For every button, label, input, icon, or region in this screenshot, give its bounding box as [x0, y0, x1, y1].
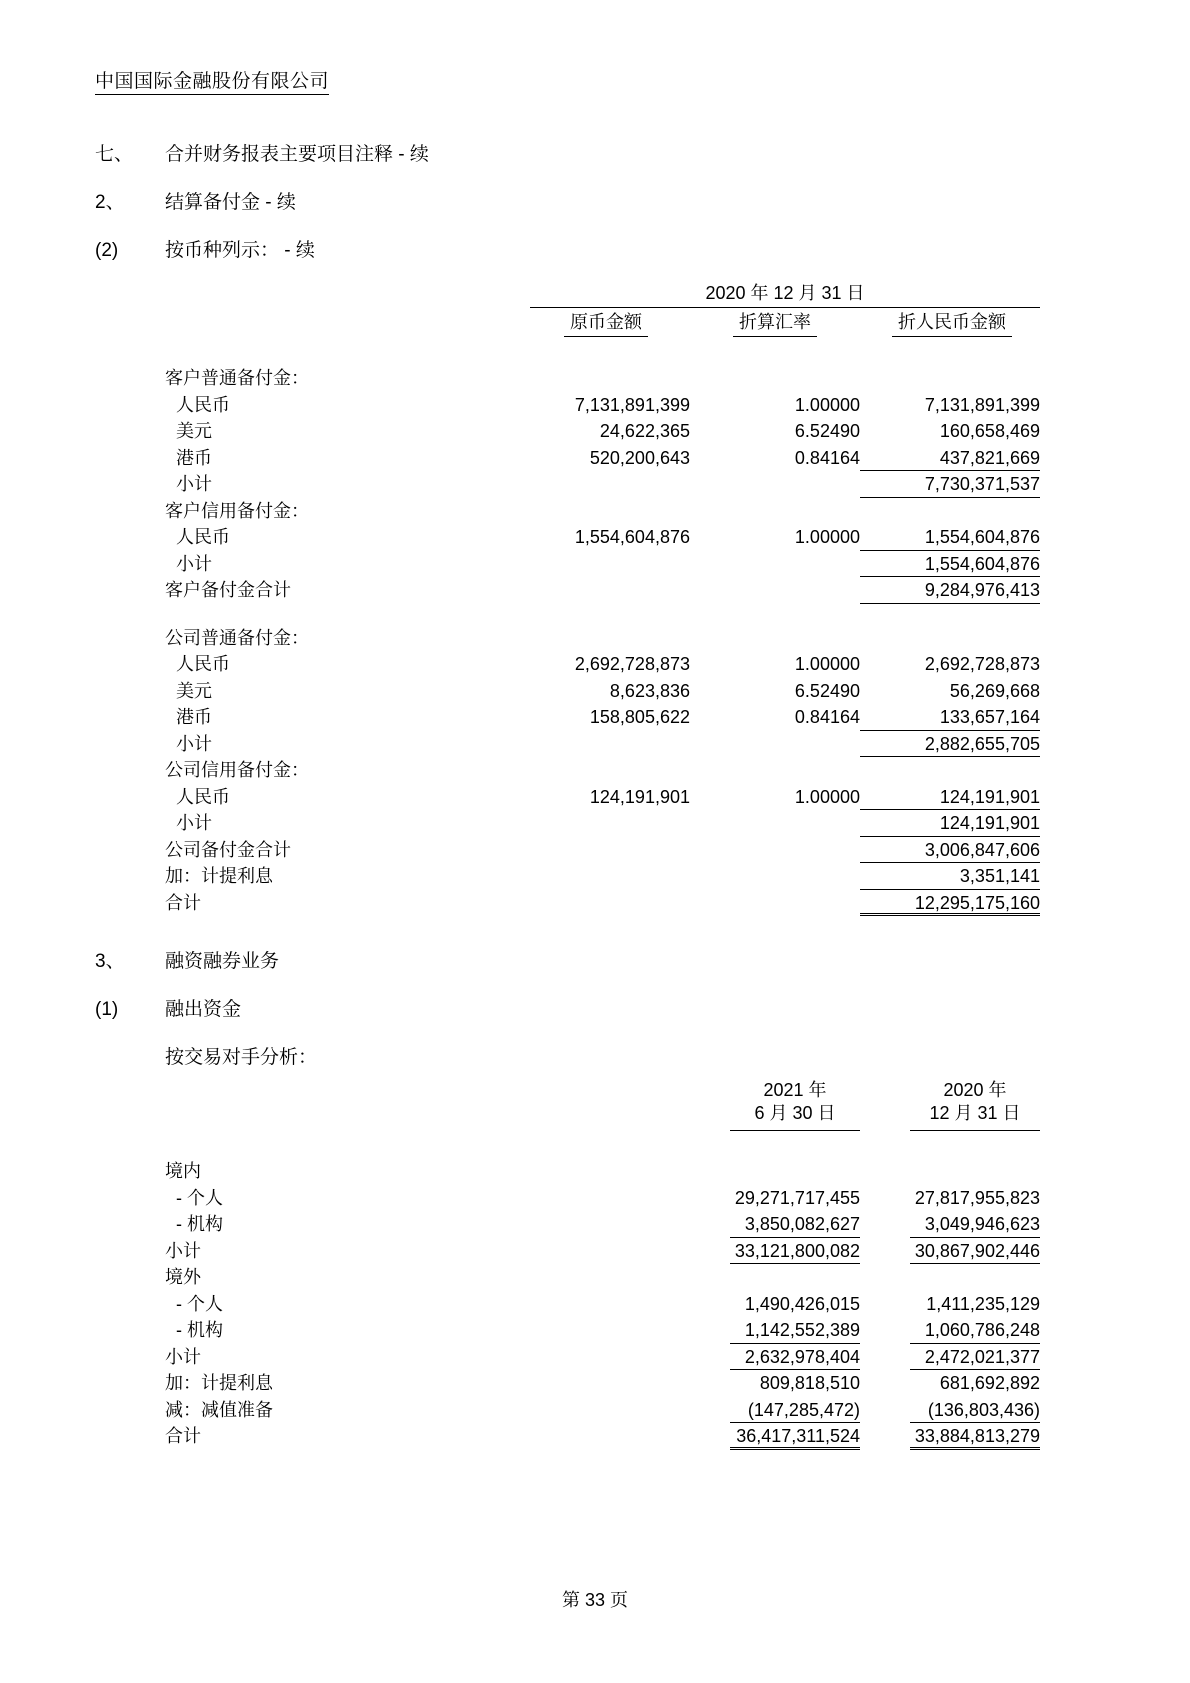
gap-cell	[860, 1185, 910, 1212]
row-label: 人民币	[176, 394, 230, 415]
orig-amount-cell	[495, 863, 690, 890]
orig-amount-cell: 2,692,728,873	[574, 654, 690, 674]
date-header-year: 2020 年	[943, 1080, 1007, 1100]
table-row	[165, 1211, 1040, 1238]
gap-cell	[860, 1158, 910, 1185]
cny-amount-cell	[860, 498, 1040, 525]
gap-cell	[860, 1317, 910, 1344]
margin-loan-table	[165, 1079, 1040, 1450]
value-2020-cell: 1,411,235,129	[926, 1293, 1040, 1314]
orig-amount-cell: 7,131,891,399	[574, 394, 690, 415]
orig-amount-header: 原币金额	[564, 310, 648, 337]
cny-amount-cell: 9,284,976,413	[860, 577, 1040, 604]
exchange-rate-cell	[690, 757, 860, 784]
empty-cell	[165, 279, 495, 309]
row-label: 港币	[176, 707, 212, 727]
empty-cell	[860, 1079, 910, 1131]
gap-cell	[625, 1185, 730, 1212]
cny-amount-cell	[860, 365, 1040, 392]
cny-amount-cell: 1,554,604,876	[860, 524, 1040, 551]
row-label: 客户普通备付金：	[165, 368, 309, 388]
orig-amount-cell	[495, 365, 690, 392]
exchange-rate-cell: 1.00000	[794, 654, 860, 674]
cny-amount-cell	[860, 625, 1040, 652]
table-row	[165, 577, 1040, 604]
gap-cell	[860, 1344, 910, 1371]
date-header: 2020 年 12 月 31 日	[530, 279, 1040, 308]
empty-cell	[165, 309, 495, 341]
exchange-rate-cell: 1.00000	[794, 527, 860, 547]
exchange-rate-cell	[690, 551, 860, 578]
value-2020-cell: 2,472,021,377	[910, 1344, 1040, 1371]
table-row	[165, 1264, 1040, 1291]
table-date-header-row	[165, 279, 1040, 309]
value-2021-cell: 1,142,552,389	[730, 1317, 860, 1344]
section-number: (2)	[95, 240, 119, 261]
orig-amount-cell	[495, 551, 690, 578]
cny-amount-cell: 133,657,164	[860, 704, 1040, 731]
date-header-2021	[730, 1079, 860, 1131]
value-2020-cell	[910, 1264, 1040, 1291]
table-row	[165, 1344, 1040, 1371]
exchange-rate-cell: 1.00000	[794, 394, 860, 415]
cny-amount-cell: 56,269,668	[949, 680, 1040, 701]
note-text: 按交易对手分析：	[165, 1047, 318, 1068]
table-row	[165, 784, 1040, 811]
cny-amount-cell	[860, 757, 1040, 784]
table-body	[165, 365, 1040, 916]
row-label: 人民币	[176, 654, 230, 674]
date-header-cell	[495, 279, 1040, 309]
cny-amount-header: 折人民币金额	[892, 310, 1012, 337]
table-row	[165, 1238, 1040, 1265]
section-title: 按币种列示： - 续	[165, 240, 315, 261]
table-row	[165, 757, 1040, 784]
row-label: 小计	[165, 1346, 201, 1367]
exchange-rate-cell: 0.84164	[794, 707, 860, 727]
table-row	[165, 1291, 1040, 1318]
exchange-rate-cell	[690, 577, 860, 604]
row-label: 港币	[176, 447, 212, 468]
orig-amount-cell: 1,554,604,876	[574, 527, 690, 547]
orig-amount-cell	[495, 577, 690, 604]
row-label: - 机构	[176, 1320, 223, 1340]
gap-cell	[625, 1158, 730, 1185]
exchange-rate-cell: 6.52490	[794, 680, 860, 701]
company-name: 中国国际金融股份有限公司	[95, 66, 329, 93]
date-header-day: 6 月 30 日	[754, 1103, 836, 1123]
gap-cell	[625, 1211, 730, 1238]
cny-amount-cell: 3,351,141	[860, 863, 1040, 890]
section-title: 结算备付金 - 续	[165, 192, 296, 213]
exchange-rate-cell: 6.52490	[794, 421, 860, 441]
cny-amount-cell: 1,554,604,876	[860, 551, 1040, 578]
table-row	[165, 445, 1040, 472]
date-header-year: 2021 年	[763, 1080, 827, 1100]
page-number: 第 33 页	[561, 1590, 629, 1610]
cny-amount-cell: 2,692,728,873	[924, 654, 1040, 674]
value-2020-cell: (136,803,436)	[910, 1397, 1040, 1424]
section-number: 3、	[95, 951, 125, 972]
value-2021-cell: 36,417,311,524	[730, 1423, 860, 1450]
value-2020-cell: 1,060,786,248	[910, 1317, 1040, 1344]
row-label: 减：减值准备	[165, 1399, 273, 1420]
section-heading-2-2	[95, 235, 315, 262]
gap-cell	[625, 1264, 730, 1291]
row-label: 境外	[165, 1267, 201, 1287]
orig-amount-cell	[495, 731, 690, 758]
gap-cell	[625, 1238, 730, 1265]
row-label: 小计	[176, 813, 212, 833]
table-row	[165, 1397, 1040, 1424]
gap-cell	[625, 1344, 730, 1371]
value-2020-cell: 3,049,946,623	[910, 1211, 1040, 1238]
orig-amount-cell	[495, 837, 690, 864]
table-row	[165, 678, 1040, 705]
row-label: 人民币	[176, 786, 230, 807]
table-row	[165, 731, 1040, 758]
row-label: 客户备付金合计	[165, 580, 291, 600]
row-label: 美元	[176, 680, 212, 701]
table-column-header-row	[165, 1079, 1040, 1131]
exchange-rate-cell	[690, 863, 860, 890]
orig-amount-cell: 158,805,622	[589, 707, 690, 727]
row-label: 公司普通备付金：	[165, 627, 309, 648]
cny-amount-cell: 124,191,901	[860, 784, 1040, 811]
value-2020-cell	[910, 1158, 1040, 1185]
value-2021-cell: 2,632,978,404	[730, 1344, 860, 1371]
gap-cell	[625, 1370, 730, 1397]
row-label: - 个人	[176, 1293, 223, 1314]
table-row	[165, 890, 1040, 917]
row-label: 加：计提利息	[165, 866, 273, 886]
gap-cell	[625, 1397, 730, 1424]
row-label: - 机构	[176, 1214, 223, 1234]
value-2021-cell: 809,818,510	[759, 1373, 860, 1393]
gap-cell	[860, 1264, 910, 1291]
value-2021-cell: 33,121,800,082	[730, 1238, 860, 1265]
value-2021-cell	[730, 1264, 860, 1291]
date-header-2020	[910, 1079, 1040, 1131]
cny-amount-cell: 7,730,371,537	[860, 471, 1040, 498]
table-row	[165, 1423, 1040, 1450]
exchange-rate-cell	[690, 471, 860, 498]
exchange-rate-cell	[690, 731, 860, 758]
empty-cell	[165, 1079, 625, 1131]
orig-amount-cell: 520,200,643	[589, 447, 690, 468]
table-row	[165, 551, 1040, 578]
row-label: - 个人	[176, 1187, 223, 1208]
table-row	[165, 863, 1040, 890]
table-row	[165, 524, 1040, 551]
orig-amount-cell	[495, 890, 690, 917]
row-label: 人民币	[176, 527, 230, 547]
gap-cell	[860, 1211, 910, 1238]
gap-cell	[625, 1317, 730, 1344]
table-row	[165, 471, 1040, 498]
row-label: 公司备付金合计	[165, 839, 291, 860]
cny-amount-cell: 160,658,469	[939, 421, 1040, 441]
section-heading-7	[95, 139, 429, 166]
section-heading-3-1	[95, 994, 241, 1021]
orig-amount-header-cell	[495, 309, 690, 341]
cny-amount-header-cell	[860, 309, 1040, 341]
table-row	[165, 498, 1040, 525]
orig-amount-cell: 24,622,365	[599, 421, 690, 441]
cny-amount-cell: 7,131,891,399	[924, 394, 1040, 415]
table-row	[165, 837, 1040, 864]
table-row	[165, 651, 1040, 678]
section-number: 七、	[95, 144, 134, 165]
row-label: 合计	[165, 892, 201, 913]
row-label: 美元	[176, 421, 212, 441]
exchange-rate-cell	[690, 810, 860, 837]
row-label: 公司信用备付金：	[165, 760, 309, 780]
row-label: 小计	[165, 1240, 201, 1261]
orig-amount-cell	[495, 471, 690, 498]
value-2020-cell: 30,867,902,446	[910, 1238, 1040, 1265]
gap-cell	[860, 1423, 910, 1450]
table-row	[165, 418, 1040, 445]
table-row	[165, 392, 1040, 419]
table-row	[165, 365, 1040, 392]
table-row	[165, 1185, 1040, 1212]
value-2021-cell	[730, 1158, 860, 1185]
exchange-rate-header-cell	[690, 309, 860, 341]
cny-amount-cell: 3,006,847,606	[860, 837, 1040, 864]
orig-amount-cell	[495, 757, 690, 784]
analysis-note	[165, 1042, 317, 1069]
table-column-header-row	[165, 309, 1040, 341]
gap-cell	[860, 1238, 910, 1265]
gap-cell	[625, 1423, 730, 1450]
section-number: (1)	[95, 999, 119, 1020]
orig-amount-cell: 8,623,836	[609, 680, 690, 701]
orig-amount-cell	[495, 498, 690, 525]
row-label: 合计	[165, 1426, 201, 1446]
table-row	[165, 625, 1040, 652]
section-number: 2、	[95, 192, 125, 213]
table-row	[165, 1158, 1040, 1185]
table-body	[165, 1158, 1040, 1450]
exchange-rate-header: 折算汇率	[733, 310, 817, 337]
value-2021-cell: 3,850,082,627	[730, 1211, 860, 1238]
settlement-deposit-table	[165, 279, 1040, 916]
value-2021-cell: (147,285,472)	[730, 1397, 860, 1424]
date-header-day: 12 月 31 日	[929, 1103, 1021, 1123]
empty-cell	[625, 1079, 730, 1131]
table-row	[165, 704, 1040, 731]
gap-cell	[625, 1291, 730, 1318]
exchange-rate-cell	[690, 625, 860, 652]
table-row	[165, 1317, 1040, 1344]
row-label: 客户信用备付金：	[165, 500, 309, 521]
row-label: 小计	[176, 553, 212, 574]
exchange-rate-cell: 1.00000	[794, 786, 860, 807]
row-label: 加：计提利息	[165, 1373, 273, 1393]
gap-cell	[860, 1291, 910, 1318]
value-2021-cell: 1,490,426,015	[744, 1293, 860, 1314]
section-heading-2	[95, 187, 296, 214]
section-heading-3	[95, 946, 279, 973]
value-2020-cell: 33,884,813,279	[910, 1423, 1040, 1450]
cny-amount-cell: 124,191,901	[860, 810, 1040, 837]
value-2020-cell: 27,817,955,823	[914, 1187, 1040, 1208]
section-title: 融出资金	[165, 999, 242, 1020]
value-2021-cell: 29,271,717,455	[734, 1187, 860, 1208]
orig-amount-cell	[495, 625, 690, 652]
row-label: 小计	[176, 733, 212, 754]
row-label: 境内	[165, 1161, 201, 1181]
exchange-rate-cell	[690, 837, 860, 864]
gap-cell	[860, 1370, 910, 1397]
cny-amount-cell: 12,295,175,160	[860, 890, 1040, 917]
exchange-rate-cell	[690, 365, 860, 392]
row-label: 小计	[176, 474, 212, 494]
exchange-rate-cell: 0.84164	[794, 447, 860, 468]
section-title: 融资融券业务	[165, 951, 280, 972]
cny-amount-cell: 2,882,655,705	[860, 731, 1040, 758]
orig-amount-cell	[495, 810, 690, 837]
cny-amount-cell: 437,821,669	[860, 445, 1040, 472]
table-row	[165, 810, 1040, 837]
gap-cell	[860, 1397, 910, 1424]
exchange-rate-cell	[690, 890, 860, 917]
table-row	[165, 1370, 1040, 1397]
section-title: 合并财务报表主要项目注释 - 续	[165, 144, 429, 165]
exchange-rate-cell	[690, 498, 860, 525]
orig-amount-cell: 124,191,901	[589, 786, 690, 807]
value-2020-cell: 681,692,892	[939, 1373, 1040, 1393]
